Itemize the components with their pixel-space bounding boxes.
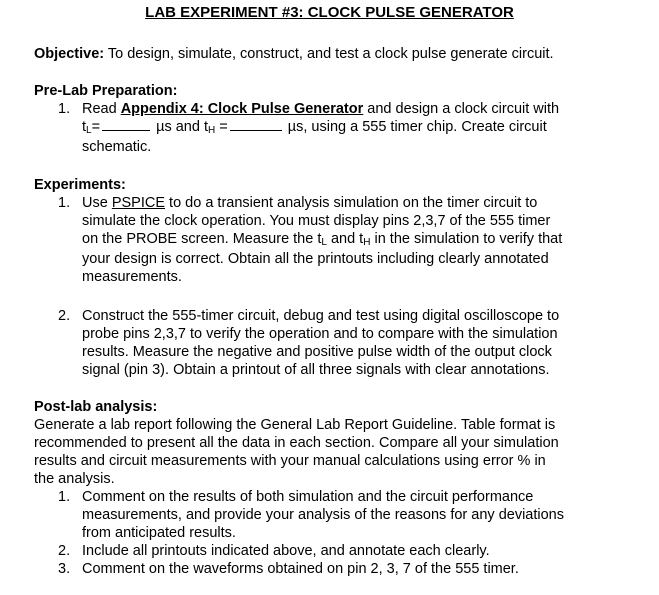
list-line	[82, 118, 629, 138]
postlab-section	[34, 398, 629, 578]
subscript: L	[321, 237, 327, 248]
list-number: 3.	[58, 561, 71, 577]
text: on the PROBE screen. Measure the t	[82, 231, 322, 247]
list-line: from anticipated results.	[82, 525, 236, 541]
text: and design a clock circuit with	[363, 101, 560, 117]
list-line	[82, 194, 629, 212]
subscript: H	[207, 125, 216, 136]
list-line: results. Measure the negative and positive pulse width of the output clock	[82, 344, 552, 360]
list-item	[34, 560, 629, 578]
text: Use	[82, 195, 112, 211]
list-item	[34, 542, 629, 560]
list-item	[34, 100, 629, 156]
list-line: probe pins 2,3,7 to verify the operation and to compare with the simulation	[82, 326, 558, 342]
list-item	[34, 488, 629, 542]
postlab-list	[34, 488, 629, 578]
objective-paragraph	[34, 45, 629, 63]
list-line: Construct the 555-timer circuit, debug and test using digital oscilloscope to	[82, 308, 560, 324]
text: and t	[326, 231, 364, 247]
list-item	[34, 194, 629, 286]
text: =	[215, 119, 228, 135]
list-line: Comment on the waveforms obtained on pin 2, 3, 7 of the 555 timer.	[82, 561, 519, 577]
list-item	[34, 307, 629, 379]
prelab-heading: Pre-Lab Preparation:	[34, 83, 178, 99]
list-line: measurements, and provide your analysis of the reasons for any deviations	[82, 507, 564, 523]
text: Read	[82, 101, 121, 117]
postlab-line: Generate a lab report following the General Lab Report Guideline. Table format is	[34, 417, 556, 433]
list-line	[82, 100, 629, 118]
subscript: H	[363, 237, 371, 248]
list-number: 1.	[58, 101, 71, 117]
list-number: 2.	[58, 543, 71, 559]
text: t	[82, 119, 87, 135]
postlab-line: results and circuit measurements with your manual calculations using error % in	[34, 453, 546, 469]
text: µs and t	[152, 119, 208, 135]
text: =	[91, 119, 101, 135]
pspice-link[interactable]: PSPICE	[111, 195, 166, 211]
tl-blank-field[interactable]	[102, 118, 150, 131]
postlab-heading: Post-lab analysis:	[34, 399, 158, 415]
list-line: signal (pin 3). Obtain a printout of all three signals with clear annotations.	[82, 362, 550, 378]
list-number: 2.	[58, 308, 71, 324]
list-number: 1.	[58, 489, 71, 505]
prelab-section	[34, 82, 629, 156]
list-line: Include all printouts indicated above, and annotate each clearly.	[82, 543, 490, 559]
list-line: schematic.	[82, 139, 152, 155]
postlab-line: recommended to present all the data in each section. Compare all your simulation	[34, 435, 559, 451]
experiments-list	[34, 194, 629, 379]
appendix-link[interactable]: Appendix 4: Clock Pulse Generator	[120, 101, 364, 117]
list-line: your design is correct. Obtain all the printouts including clearly annotated	[82, 251, 549, 267]
objective-label: Objective:	[34, 46, 105, 62]
list-line	[82, 230, 629, 250]
list-line: Comment on the results of both simulation and the circuit performance	[82, 489, 534, 505]
experiments-section	[34, 176, 629, 379]
postlab-line: the analysis.	[34, 471, 115, 487]
list-line: measurements.	[82, 269, 182, 285]
list-line: simulate the clock operation. You must display pins 2,3,7 of the 555 timer	[82, 213, 551, 229]
list-number: 1.	[58, 195, 71, 211]
th-blank-field[interactable]	[230, 118, 282, 131]
experiments-heading: Experiments:	[34, 177, 126, 193]
objective-text: To design, simulate, construct, and test a clock pulse generate circuit.	[104, 46, 554, 62]
text: in the simulation to verify that	[370, 231, 563, 247]
prelab-list	[34, 100, 629, 156]
subscript: L	[86, 125, 92, 136]
text: to do a transient analysis simulation on the timer circuit to	[165, 195, 538, 211]
page-title: LAB EXPERIMENT #3: CLOCK PULSE GENERATOR	[145, 4, 514, 21]
objective-section	[34, 45, 629, 63]
text: µs, using a 555 timer chip. Create circuit	[283, 119, 547, 135]
